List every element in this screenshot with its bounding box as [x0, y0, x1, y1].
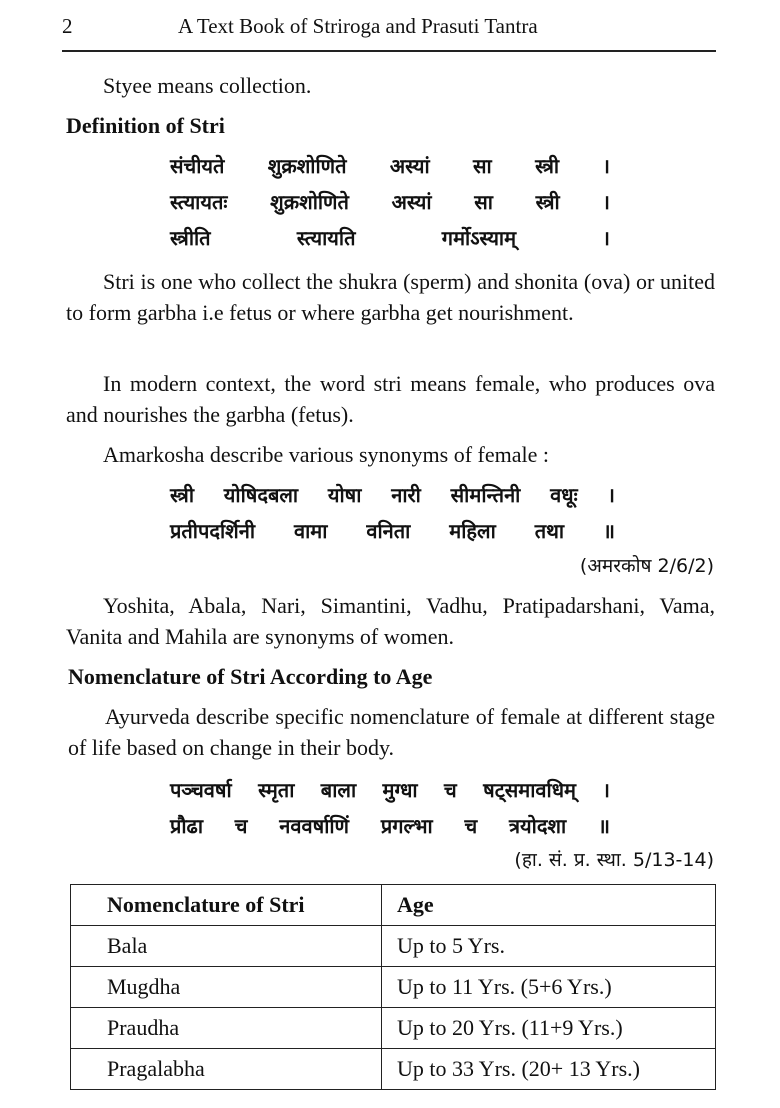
verse-line: स्त्री योषिदबला योषा नारी सीमन्तिनी वधूः । [170, 483, 615, 507]
paragraph-styee: Styee means collection. [103, 73, 312, 98]
heading-nomenclature: Nomenclature of Stri According to Age [68, 664, 433, 689]
paragraph-synonyms: Yoshita, Abala, Nari, Simantini, Vadhu, Pratipadarshani, Vama, Vanita and Mahila are synonyms of women. [66, 593, 715, 649]
table-row [71, 926, 716, 967]
table-row [71, 967, 716, 1008]
table-header-row [71, 885, 716, 926]
cell-name: Bala [71, 926, 382, 967]
paragraph-stri: Stri is one who collect the shukra (sperm) and shonita (ova) or united to form garbha i.e fetus or where garbha get nourishment. [66, 269, 715, 325]
verse-line: प्रौढा च नववर्षाणिं प्रगल्भा च त्रयोदशा ॥ [170, 814, 610, 838]
paragraph-modern: In modern context, the word stri means female, who produces ova and nourishes the garbha (fetus). [66, 371, 715, 427]
reference-harita: (हा. सं. प्र. स्था. 5/13-14) [514, 849, 714, 871]
table-row [71, 1008, 716, 1049]
cell-name: Praudha [71, 1008, 382, 1049]
cell-age: Up to 20 Yrs. (11+9 Yrs.) [382, 1008, 716, 1049]
cell-age: Up to 33 Yrs. (20+ 13 Yrs.) [382, 1049, 716, 1090]
cell-age: Up to 5 Yrs. [382, 926, 716, 967]
table-row [71, 1049, 716, 1090]
header-rule [62, 50, 716, 52]
verse-synonyms [170, 477, 615, 549]
verse-line: प्रतीपदर्शिनी वामा वनिता महिला तथा ॥ [170, 519, 615, 543]
cell-age: Up to 11 Yrs. (5+6 Yrs.) [382, 967, 716, 1008]
verse-line: पञ्चवर्षा स्मृता बाला मुग्धा च षट्समावधिम् । [170, 778, 610, 802]
heading-definition: Definition of Stri [66, 113, 225, 138]
verse-line: संचीयते शुक्रशोणिते अस्यां सा स्त्री । [170, 154, 610, 178]
verse-line: स्त्यायतः शुक्रशोणिते अस्यां सा स्त्री । [170, 190, 610, 214]
cell-name: Pragalabha [71, 1049, 382, 1090]
column-header-age: Age [382, 885, 716, 926]
verse-line: स्त्रीति स्त्यायति गर्मोऽस्याम् । [170, 226, 610, 250]
column-header-nomenclature: Nomenclature of Stri [71, 885, 382, 926]
running-title: A Text Book of Striroga and Prasuti Tantra [178, 14, 538, 38]
cell-name: Mugdha [71, 967, 382, 1008]
verse-age [170, 772, 610, 844]
paragraph-ayurveda: Ayurveda describe specific nomenclature of female at different stage of life based on change in their body. [68, 704, 715, 760]
verse-definition [170, 148, 610, 256]
page-number: 2 [62, 14, 73, 38]
reference-amarkosha: (अमरकोष 2/6/2) [579, 555, 714, 577]
paragraph-amarkosha: Amarkosha describe various synonyms of female : [103, 442, 549, 467]
nomenclature-table [70, 884, 716, 1090]
